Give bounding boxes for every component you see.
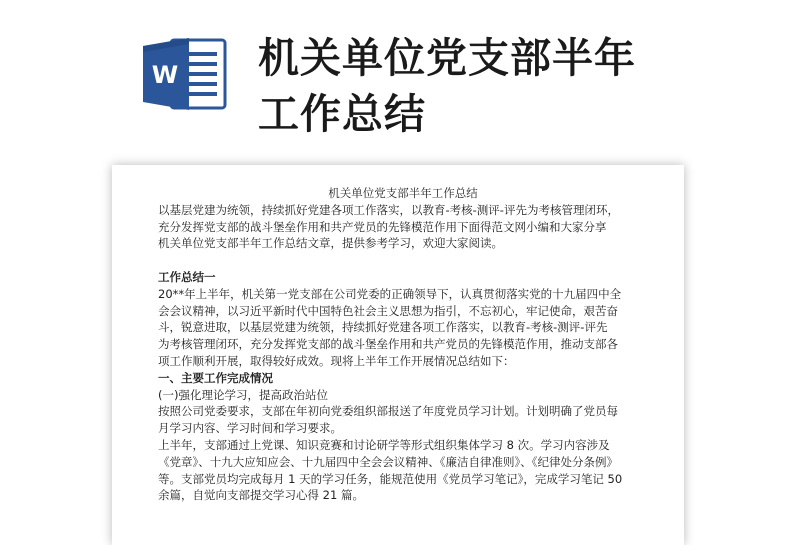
title-line: 机关单位党支部半年 [258,34,636,82]
blank-line [158,252,648,269]
body-line: 项工作顺利开展，取得较好成效。现将上半年工作开展情况总结如下： [158,353,515,368]
body-line: 上半年，支部通过上党课、知识竞赛和讨论研学等形式组织集体学习 8 次。学习内容涉及 [158,437,610,452]
intro-line: 机关单位党支部半年工作总结文章，提供参考学习，欢迎大家阅读。 [158,236,503,251]
body-line: 余篇，自觉向支部提交学习心得 21 篇。 [158,488,364,503]
intro-line: 以基层党建为统领，持续抓好党建各项工作落实，以教育-考核-测评-评先为考核管理闭环， [158,202,619,217]
banner [0,0,800,165]
body-line: 按照公司党委要求，支部在年初向党委组织部报送了年度党员学习计划。计划明确了党员每 [158,404,618,419]
body-line: 等。支部党员均完成每月 1 天的学习任务，能规范使用《党员学习笔记》，完成学习笔记 50 [158,471,623,486]
document-heading: 机关单位党支部半年工作总结 [328,186,478,200]
body-line: 斗，锐意进取，以基层党建为统领，持续抓好党建各项工作落实，以教育-考核-测评-评先 [158,320,608,335]
title-line: 工作总结 [258,90,426,138]
word-icon-letter: W [151,61,179,89]
page-title [258,30,778,142]
section-title: 工作总结一 [158,269,216,284]
document-page [112,165,684,545]
body-line: 为考核管理闭环，充分发挥党支部的战斗堡垒作用和共产党员的先锋模范作用，推动支部各 [158,337,618,352]
body-line: 会会议精神，以习近平新时代中国特色社会主义思想为指引，不忘初心，牢记使命，艰苦奋 [158,303,618,318]
subheading: 一、主要工作完成情况 [158,370,273,385]
intro-line: 充分发挥党支部的战斗堡垒作用和共产党员的先锋模范作用下面得范文网小编和大家分享 [158,219,607,234]
subheading: (一)强化理论学习，提高政治站位 [158,387,328,402]
body-line: 《党章》、十九大应知应会、十九届四中全会会议精神、《廉洁自律准则》、《纪律处分条例》 [158,454,618,469]
document-body [158,185,648,504]
body-line: 月学习内容、学习时间和学习要求。 [158,421,342,436]
body-line: 20**年上半年，机关第一党支部在公司党委的正确领导下，认真贯彻落实党的十九届四中全 [158,286,622,301]
microsoft-word-icon [141,34,229,114]
